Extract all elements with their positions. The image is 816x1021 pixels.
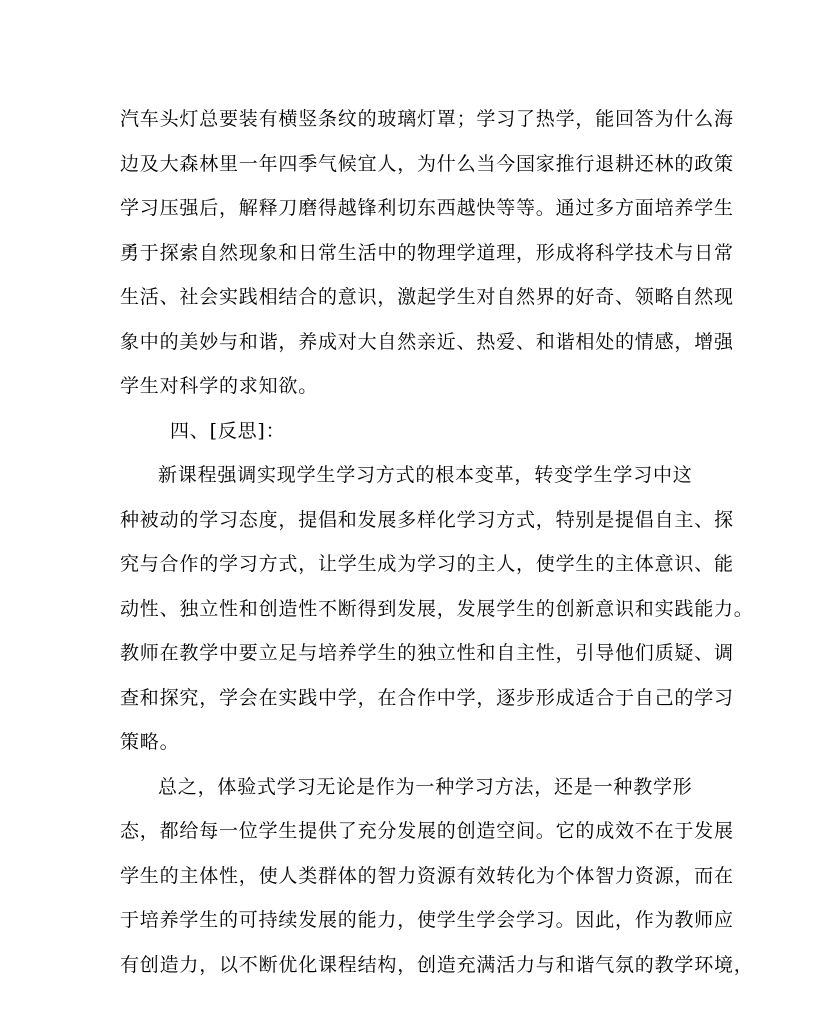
text-line: 新课程强调实现学生学习方式的根本变革，转变学生学习中这 (158, 464, 693, 486)
text-line: 究与合作的学习方式，让学生成为学习的主人，使学生的主体意识、能 (120, 553, 734, 575)
text-line: 态，都给每一位学生提供了充分发展的创造空间。它的成效不在于发展 (120, 820, 734, 842)
text-line: 学生对科学的求知欲。 (120, 375, 319, 397)
text-line: 象中的美妙与和谐，养成对大自然亲近、热爱、和谐相处的情感，增强 (120, 331, 734, 353)
text-line: 有创造力，以不断优化课程结构，创造充满活力与和谐气氛的教学环境， (120, 954, 754, 976)
text-line: 策略。 (120, 731, 180, 753)
section-heading: 四、[反思]： (170, 420, 286, 442)
text-line: 边及大森林里一年四季气候宜人，为什么当今国家推行退耕还林的政策 (120, 153, 734, 175)
text-line: 动性、独立性和创造性不断得到发展，发展学生的创新意识和实践能力。 (120, 598, 754, 620)
text-line: 学习压强后，解释刀磨得越锋利切东西越快等等。通过多方面培养学生 (120, 197, 734, 219)
text-line: 教师在教学中要立足与培养学生的独立性和自主性，引导他们质疑、调 (120, 642, 734, 664)
text-line: 学生的主体性，使人类群体的智力资源有效转化为个体智力资源，而在 (120, 865, 734, 887)
text-line: 总之，体验式学习无论是作为一种学习方法，还是一种教学形 (158, 776, 693, 798)
text-line: 勇于探索自然现象和日常生活中的物理学道理，形成将科学技术与日常 (120, 242, 734, 264)
text-line: 种被动的学习态度，提倡和发展多样化学习方式，特别是提倡自主、探 (120, 509, 734, 531)
text-line: 于培养学生的可持续发展的能力，使学生学会学习。因此，作为教师应 (120, 909, 734, 931)
text-line: 汽车头灯总要装有横竖条纹的玻璃灯罩；学习了热学，能回答为什么海 (120, 108, 734, 130)
text-line: 生活、社会实践相结合的意识，激起学生对自然界的好奇、领略自然现 (120, 286, 734, 308)
text-line: 查和探究，学会在实践中学，在合作中学，逐步形成适合于自己的学习 (120, 687, 734, 709)
